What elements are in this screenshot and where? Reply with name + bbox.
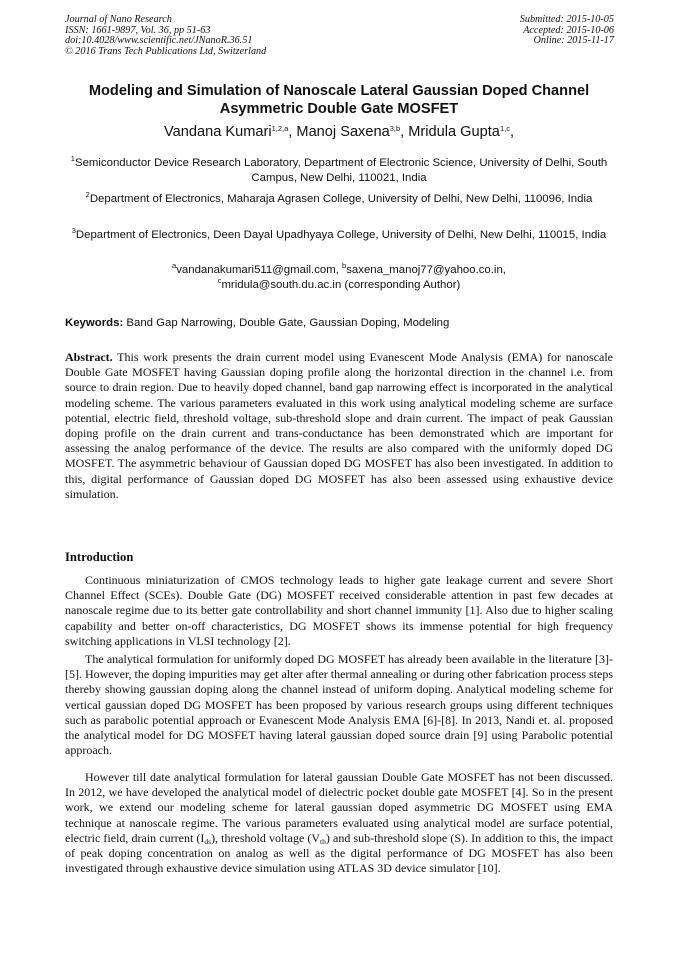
author-affiliation-mark: 1,c [499, 124, 510, 133]
threshold-voltage-subscript: th [320, 836, 326, 846]
intro-paragraph-3-part-3: ) and sub-threshold slope (S). In addition to this, the impact of peak doping concentration on analog as well as the digital performance of DG MOSFET has also been investigated through exhaustive device simulation using ATLAS 3D device simulator [10]. [65, 830, 613, 876]
paper-title [40, 82, 638, 118]
journal-info [65, 15, 266, 57]
title-line-2: Asymmetric Double Gate MOSFET [219, 101, 459, 117]
abstract-text: This work presents the drain current model using Evanescent Mode Analysis (EMA) for nanoscale Double Gate MOSFET having Gaussian doping profile along the horizontal direction in the channel i.e. from source to drain region. Due to heavily doped channel, band gap narrowing effect is incorporated in the analytical modeling scheme. The various parameters evaluated in this work using analytical modeling scheme are surface potential, electric field, threshold voltage, sub-threshold slope and drain current. The impact of peak Gaussian doping profile on the drain current and trans-conductance has been demonstrated which are important for assessing the analog performance of the device. The results are also compared with the uniformly doped DG MOSFET. The asymmetric behaviour of Gaussian doped DG MOSFET has also been investigated. In addition to this, digital performance of Gaussian doped DG MOSFET has also been assessed using exhaustive device simulation. [65, 350, 613, 501]
email-mark: b [342, 261, 347, 270]
affiliation-mark: 3 [71, 226, 76, 235]
email-mark: a [172, 261, 177, 270]
intro-paragraph-3 [65, 770, 613, 876]
author-name: Vandana Kumari [163, 124, 272, 140]
affiliation-text: Department of Electronics, Maharaja Agrasen College, University of Delhi, New Delhi, 110096, India [89, 193, 593, 205]
copyright: © 2016 Trans Tech Publications Ltd, Switzerland [65, 45, 267, 57]
submitted-date: Submitted: 2015-10-05 [519, 14, 614, 25]
author-emails [70, 263, 608, 293]
intro-paragraph-3-part-2: ), threshold voltage (V [211, 830, 321, 845]
keywords-text: Band Gap Narrowing, Double Gate, Gaussian Doping, Modeling [123, 317, 450, 329]
email-b[interactable]: saxena_manoj77@yahoo.co.in, [346, 264, 506, 276]
affiliation-text: Department of Electronics, Deen Dayal Upadhyaya College, University of Delhi, New Delhi, 110015, India [75, 229, 607, 241]
author-list [40, 123, 638, 141]
author-separator: , [288, 124, 297, 140]
title-line-1: Modeling and Simulation of Nanoscale Lateral Gaussian Doped Channel [88, 83, 590, 99]
doi[interactable]: doi:10.4028/www.scientific.net/JNanoR.36.51 [65, 35, 253, 47]
intro-paragraph-2: The analytical formulation for uniformly doped DG MOSFET has already been available in the literature [3]-[5]. However, the doping impurities may get alter after thermal annealing or during other fabrication process steps thereby showing gaussian doping along the channel instead of uniform doping. Analytical modeling scheme for vertical gaussian doped DG MOSFET has been proposed by various research groups using different techniques such as parabolic potential approach or Evanescent Mode Analysis EMA [6]-[8]. In 2013, Nandi et. al. proposed the analytical model for DG MOSFET having lateral gaussian doped source drain [9] using Parabolic potential approach. [65, 652, 614, 758]
affiliation-mark: 1 [70, 154, 75, 163]
affiliation-2 [70, 192, 608, 207]
author-affiliation-mark: 3,b [389, 124, 401, 133]
journal-name: Journal of Nano Research [65, 14, 172, 25]
email-mark: c [217, 276, 222, 285]
email-c[interactable]: mridula@south.du.ac.in (corresponding Author) [221, 279, 461, 291]
intro-paragraph-3-part-1: However till date analytical formulation for lateral gaussian Double Gate MOSFET has not been discussed. In 2012, we have developed the analytical model of dielectric pocket double gate MOSFET [4]. So in the present work, we extend our modeling scheme for lateral gaussian doped asymmetric DG MOSFET using EMA technique at nanoscale regime. The various parameters evaluated using analytical model are surface potential, electric field, drain current (I [65, 770, 613, 845]
abstract-label: Abstract. [65, 350, 113, 364]
issn: ISSN: 1661-9897, Vol. 36, pp 51-63 [65, 24, 211, 36]
abstract [65, 350, 613, 502]
affiliation-3 [70, 228, 608, 243]
keywords [65, 316, 625, 331]
email-a[interactable]: vandanakumari511@gmail.com, [176, 264, 343, 276]
affiliation-mark: 2 [85, 190, 90, 199]
online-date: Online: 2015-11-17 [533, 35, 614, 47]
author-separator: , [400, 124, 409, 140]
author-affiliation-mark: 1,2,a [271, 124, 289, 133]
section-heading-introduction: Introduction [65, 550, 134, 564]
author-name: Mridula Gupta [408, 124, 500, 140]
intro-paragraph-1: Continuous miniaturization of CMOS technology leads to higher gate leakage current and severe Short Channel Effect (SCEs). Double Gate (DG) MOSFET received considerable attention in past few decades at nanoscale regime due to its better gate controllability and short channel immunity [1]. Also due to higher scaling capability and better on-off characteristics, DG MOSFET shows its immense potential for high frequency switching applications in VLSI technology [2]. [65, 573, 613, 648]
affiliation-text: Semiconductor Device Research Laboratory, Department of Electronic Science, University of Delhi, South Campus, New Delhi, 110021, India [74, 157, 608, 184]
publication-dates [520, 15, 614, 47]
accepted-date: Accepted: 2015-10-06 [523, 24, 614, 36]
keywords-label: Keywords: [65, 317, 124, 329]
author-separator: , [509, 124, 515, 140]
affiliation-1 [70, 156, 608, 186]
author-name: Manoj Saxena [296, 124, 390, 140]
drain-current-subscript: ds [204, 836, 212, 846]
